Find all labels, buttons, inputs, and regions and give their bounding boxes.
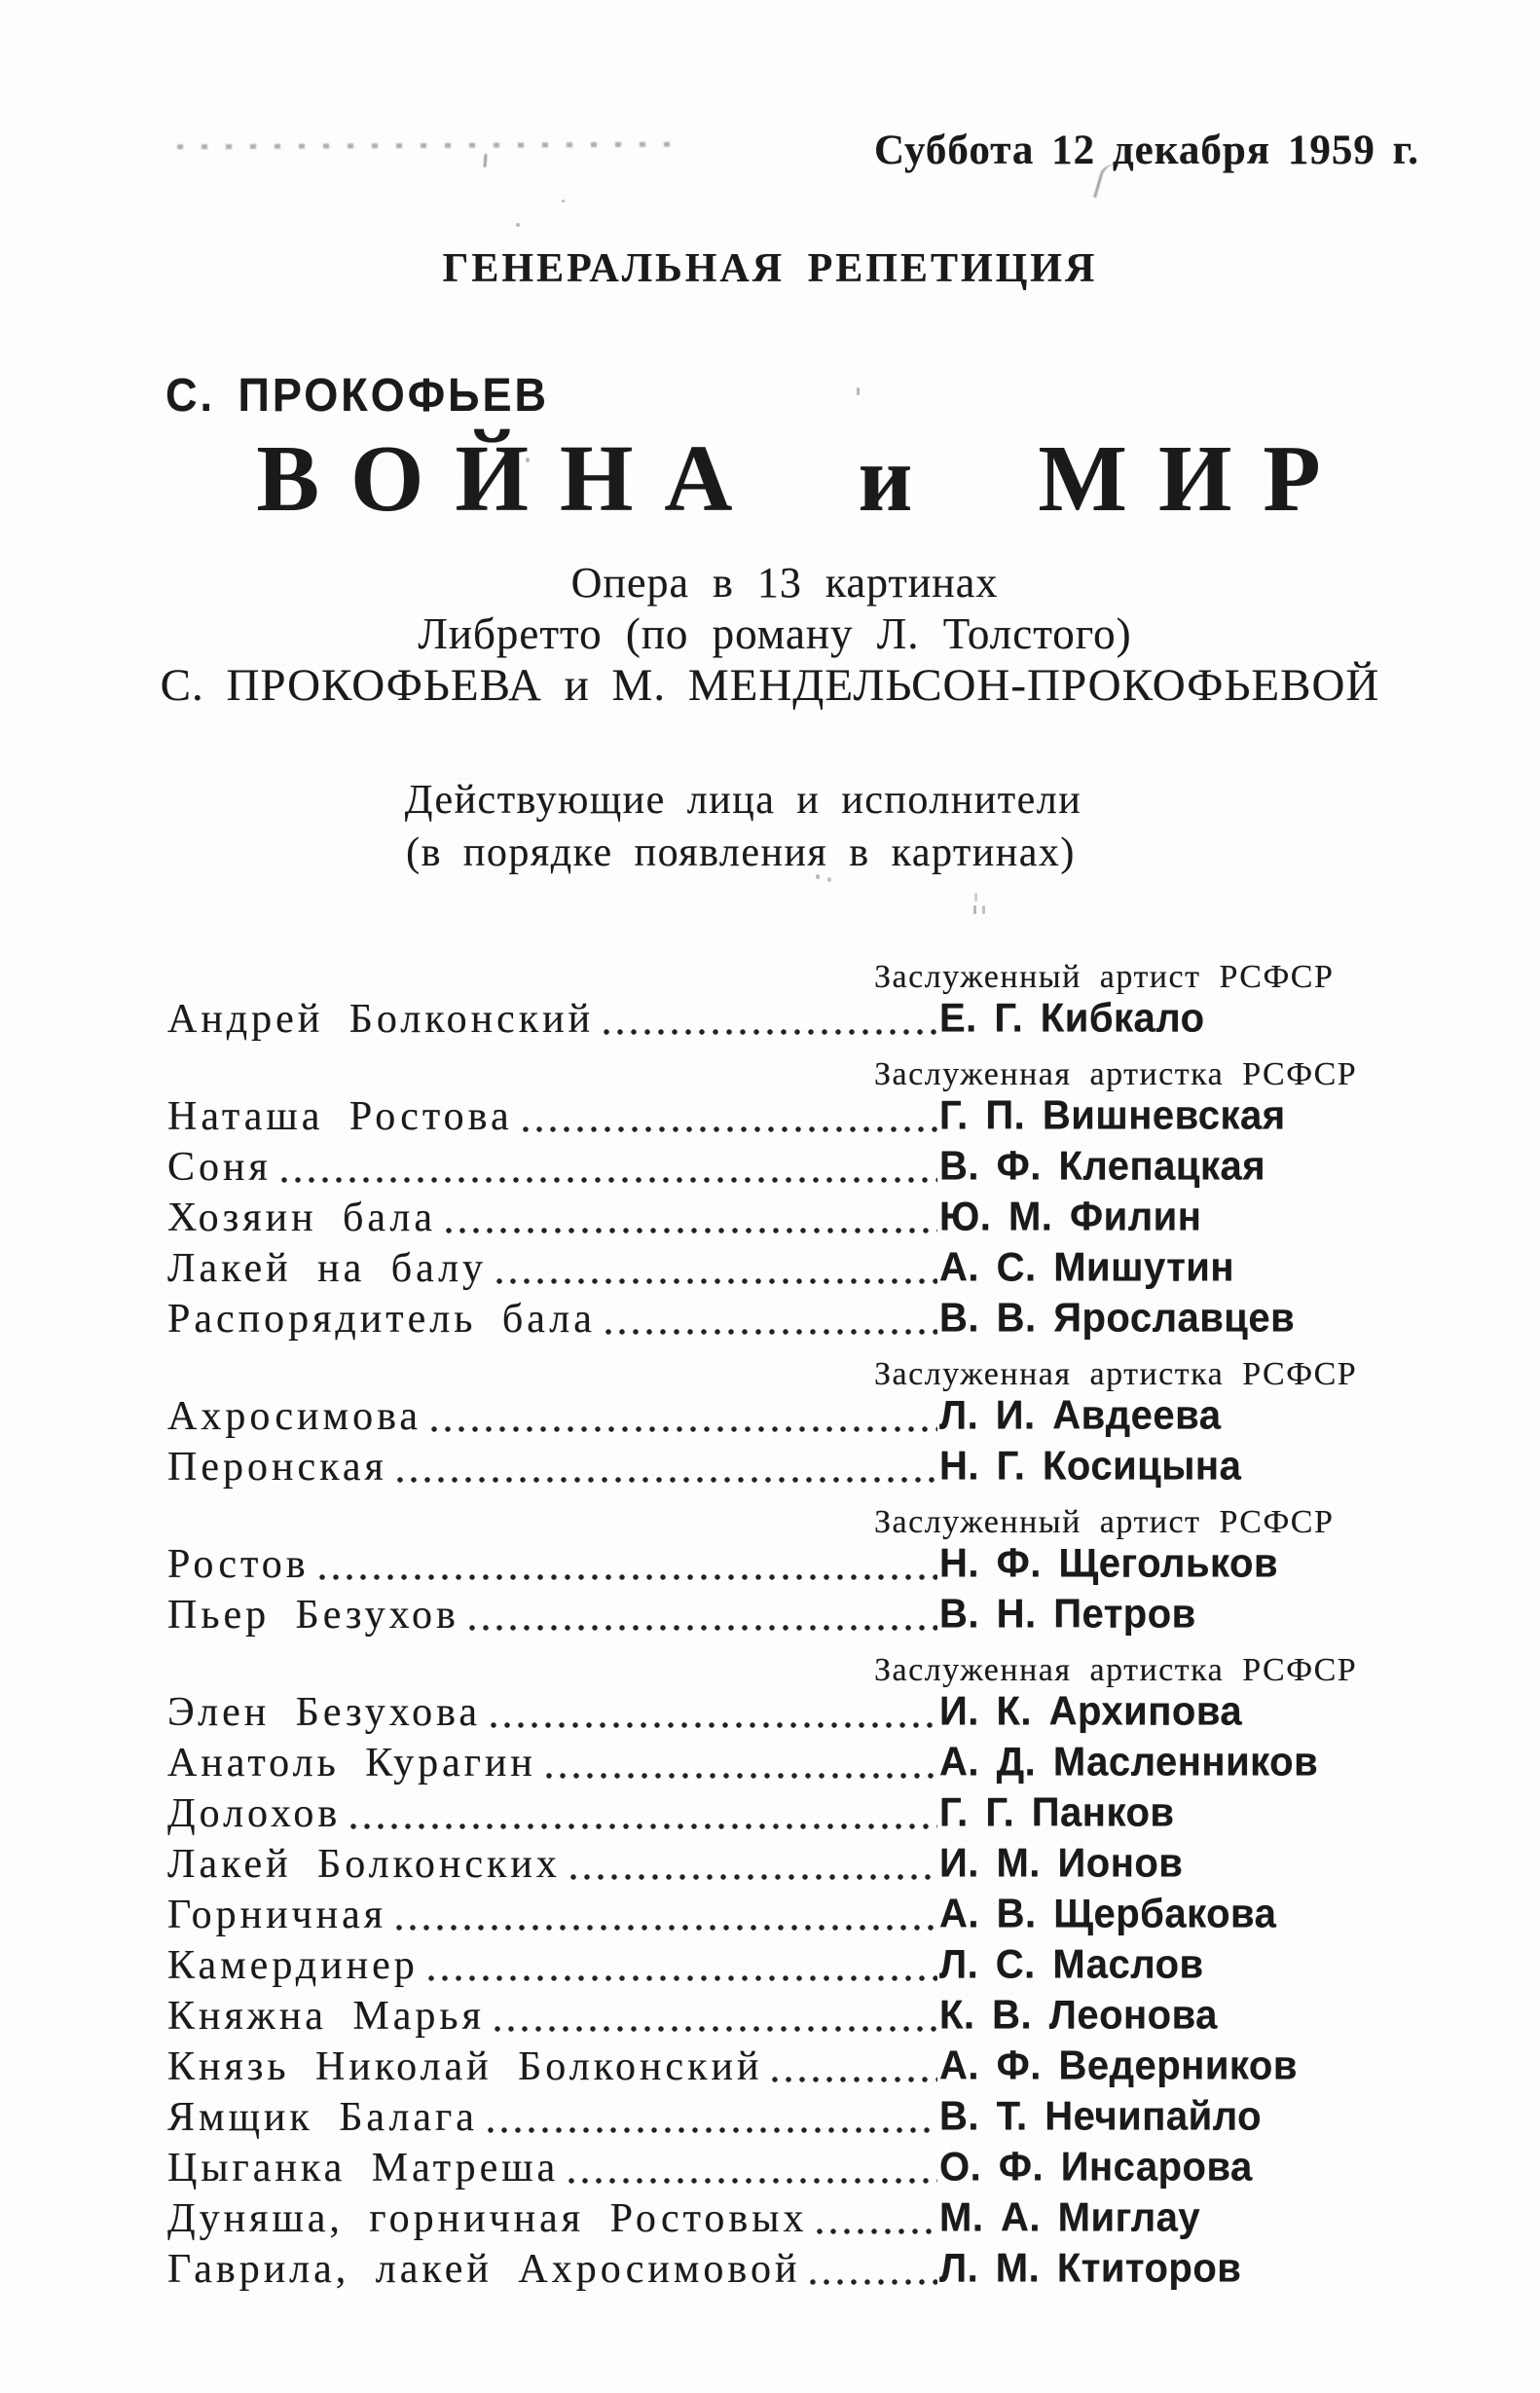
cast-list <box>167 949 1419 2297</box>
performer-name: В. Н. Петров <box>939 1591 1196 1637</box>
scan-speck <box>516 223 520 227</box>
role-name: Княжна Марья <box>167 1994 485 2039</box>
cast-row <box>167 2043 1419 2094</box>
cast-row <box>167 1093 1419 1144</box>
performer-name: Н. Г. Косицына <box>939 1443 1242 1489</box>
performer-name: А. Д. Масленников <box>939 1739 1319 1785</box>
performer-name: И. К. Архипова <box>939 1688 1243 1734</box>
cast-row <box>167 1740 1419 1790</box>
cast-row-left <box>167 1740 939 1790</box>
performer-name: Г. Г. Панков <box>939 1789 1175 1835</box>
role-name: Долохов <box>167 1791 342 1836</box>
scan-speck <box>562 200 565 202</box>
performer-name: Ю. М. Филин <box>939 1194 1202 1239</box>
role-name: Ахросимова <box>167 1394 422 1439</box>
dot-leader <box>469 1625 937 1631</box>
honorific-label: Заслуженный артист РСФСР <box>874 1504 1335 1540</box>
cast-row <box>167 1942 1419 1993</box>
cast-row <box>167 1993 1419 2043</box>
opera-title: ВОЙНА и МИР <box>256 426 1352 531</box>
dot-leader <box>397 1477 937 1483</box>
cast-heading-note: (в порядке появления в картинах) <box>406 830 1076 875</box>
role-name: Камердинер <box>167 1943 419 1988</box>
performer-name: Н. Ф. Щегольков <box>939 1540 1279 1586</box>
dot-leader <box>319 1574 937 1580</box>
role-name: Андрей Болконский <box>167 997 595 1042</box>
cast-row-left <box>167 1195 939 1245</box>
cast-row <box>167 1541 1419 1592</box>
role-name: Соня <box>167 1145 272 1190</box>
role-name: Перонская <box>167 1445 387 1490</box>
role-name: Наташа Ростова <box>167 1094 513 1139</box>
performer-name: Л. И. Авдеева <box>939 1392 1222 1438</box>
role-name: Дуняша, горничная Ростовых <box>167 2196 808 2241</box>
cast-row <box>167 1245 1419 1296</box>
role-name: Цыганка Матреша <box>167 2146 560 2191</box>
cast-row <box>167 2246 1419 2297</box>
performer-name: Г. П. Вишневская <box>939 1092 1286 1138</box>
performer-name: А. С. Мишутин <box>939 1244 1235 1290</box>
opera-subtitle: Опера в 13 картинах <box>570 559 999 607</box>
cast-row-left <box>167 1245 939 1296</box>
cast-row <box>167 2145 1419 2195</box>
performer-name: И. М. Ионов <box>939 1840 1184 1886</box>
cast-row-left <box>167 2043 939 2094</box>
cast-row-left <box>167 2246 939 2297</box>
dot-leader <box>431 1426 937 1432</box>
dot-leader <box>495 2026 937 2032</box>
cast-row <box>167 1790 1419 1841</box>
cast-row-left <box>167 1892 939 1942</box>
cast-row-left <box>167 996 939 1047</box>
cast-row-left <box>167 1993 939 2043</box>
dot-leader <box>491 1722 937 1728</box>
dot-leader <box>350 1823 937 1829</box>
cast-row-left <box>167 1841 939 1892</box>
role-name: Лакей Болконских <box>167 1842 561 1887</box>
dot-leader <box>568 2178 937 2184</box>
cast-row-left <box>167 1790 939 1841</box>
cast-row-left <box>167 1444 939 1494</box>
performer-name: В. В. Ярославцев <box>939 1295 1296 1341</box>
performer-name: Л. М. Ктиторов <box>939 2245 1242 2291</box>
cast-row-left <box>167 1942 939 1993</box>
honorific-label: Заслуженная артистка РСФСР <box>874 1356 1358 1392</box>
role-name: Распорядитель бала <box>167 1297 596 1342</box>
cast-row <box>167 2094 1419 2145</box>
role-name: Горничная <box>167 1893 387 1937</box>
cast-row-left <box>167 2145 939 2195</box>
role-name: Лакей на балу <box>167 1246 488 1291</box>
cast-row <box>167 2195 1419 2246</box>
performer-name: А. Ф. Ведерников <box>939 2043 1298 2088</box>
cast-row <box>167 1393 1419 1444</box>
dot-leader <box>605 1329 937 1335</box>
role-name: Пьер Безухов <box>167 1593 459 1638</box>
cast-row-left <box>167 1093 939 1144</box>
performer-name: В. Т. Нечипайло <box>939 2093 1263 2139</box>
cast-row <box>167 1841 1419 1892</box>
cast-row <box>167 1195 1419 1245</box>
composer-name: С. ПРОКОФЬЕВ <box>165 367 550 422</box>
cast-row <box>167 996 1419 1047</box>
performer-name: Л. С. Маслов <box>939 1941 1204 1987</box>
role-name: Ямщик Балага <box>167 2095 478 2140</box>
dot-leader <box>428 1975 937 1981</box>
role-name: Князь Николай Болконский <box>167 2044 763 2089</box>
cast-row-left <box>167 1541 939 1592</box>
dot-leader <box>488 2127 937 2133</box>
dot-leader <box>817 2228 937 2234</box>
libretto-credit: Либретто (по роману Л. Толстого) <box>418 609 1132 658</box>
role-name: Хозяин бала <box>167 1196 437 1240</box>
scan-smudge <box>177 142 683 150</box>
cast-row <box>167 1144 1419 1195</box>
performer-name: М. А. Миглау <box>939 2194 1201 2240</box>
role-name: Элен Безухова <box>167 1690 482 1735</box>
cast-row <box>167 1892 1419 1942</box>
dot-leader <box>496 1278 937 1284</box>
cast-row-left <box>167 2195 939 2246</box>
cast-row <box>167 1592 1419 1642</box>
dot-leader <box>604 1029 937 1035</box>
dot-leader <box>546 1773 937 1779</box>
cast-row-left <box>167 2094 939 2145</box>
honorific-label: Заслуженная артистка РСФСР <box>874 1056 1358 1092</box>
cast-row-left <box>167 1393 939 1444</box>
cast-heading: Действующие лица и исполнители <box>404 778 1082 823</box>
dot-leader <box>772 2077 937 2082</box>
scan-speck <box>973 905 976 914</box>
dot-leader <box>281 1177 937 1183</box>
performer-name: Е. Г. Кибкало <box>939 995 1205 1041</box>
scan-speck <box>857 387 860 395</box>
performance-date: Суббота 12 декабря 1959 г. <box>874 128 1419 173</box>
cast-row <box>167 1296 1419 1346</box>
cast-row-left <box>167 1144 939 1195</box>
cast-row <box>167 1444 1419 1494</box>
cast-row <box>167 1689 1419 1740</box>
scan-smudge <box>484 154 488 167</box>
dot-leader <box>523 1126 937 1132</box>
cast-row-left <box>167 1296 939 1346</box>
event-type-heading: ГЕНЕРАЛЬНАЯ РЕПЕТИЦИЯ <box>442 246 1098 291</box>
role-name: Гаврила, лакей Ахросимовой <box>167 2247 801 2292</box>
performer-name: О. Ф. Инсарова <box>939 2144 1253 2190</box>
performer-name: А. В. Щербакова <box>939 1891 1277 1936</box>
dot-leader <box>810 2279 937 2285</box>
cast-row-left <box>167 1592 939 1642</box>
dot-leader <box>446 1228 937 1233</box>
dot-leader <box>396 1925 937 1931</box>
librettists-names: С. ПРОКОФЬЕВА и М. МЕНДЕЛЬСОН-ПРОКОФЬЕВОЙ <box>160 660 1380 711</box>
performer-name: В. Ф. Клепацкая <box>939 1143 1266 1189</box>
honorific-label: Заслуженный артист РСФСР <box>874 959 1335 995</box>
honorific-label: Заслуженная артистка РСФСР <box>874 1652 1358 1688</box>
role-name: Анатоль Курагин <box>167 1741 536 1786</box>
role-name: Ростов <box>167 1542 310 1587</box>
performer-name: К. В. Леонова <box>939 1992 1218 2038</box>
dot-leader <box>570 1874 937 1880</box>
cast-row-left <box>167 1689 939 1740</box>
